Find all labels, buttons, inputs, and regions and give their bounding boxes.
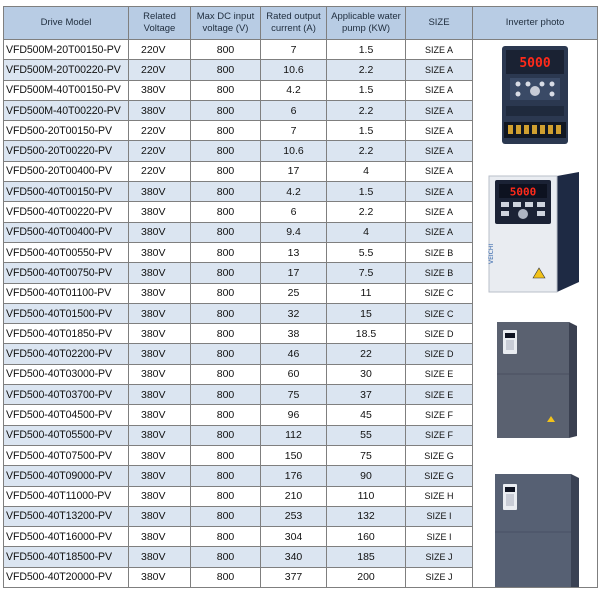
pump-cell: 1.5 bbox=[327, 80, 406, 100]
model-cell: VFD500-40T00400-PV bbox=[4, 222, 129, 242]
dc-input-cell: 800 bbox=[191, 121, 261, 141]
current-cell: 96 bbox=[261, 405, 327, 425]
voltage-cell: 380V bbox=[129, 547, 191, 567]
model-cell: VFD500-40T11000-PV bbox=[4, 486, 129, 506]
current-cell: 9.4 bbox=[261, 222, 327, 242]
dc-input-cell: 800 bbox=[191, 445, 261, 465]
current-cell: 340 bbox=[261, 547, 327, 567]
header-dc-input: Max DC input voltage (V) bbox=[191, 7, 261, 40]
dc-input-cell: 800 bbox=[191, 141, 261, 161]
dc-input-cell: 800 bbox=[191, 344, 261, 364]
size-cell: SIZE E bbox=[406, 385, 473, 405]
dc-input-cell: 800 bbox=[191, 527, 261, 547]
table-row bbox=[4, 40, 598, 60]
dc-input-cell: 800 bbox=[191, 60, 261, 80]
model-cell: VFD500M-20T00150-PV bbox=[4, 40, 129, 60]
current-cell: 6 bbox=[261, 100, 327, 120]
model-cell: VFD500-40T05500-PV bbox=[4, 425, 129, 445]
size-cell: SIZE A bbox=[406, 222, 473, 242]
voltage-cell: 380V bbox=[129, 283, 191, 303]
model-cell: VFD500-40T01100-PV bbox=[4, 283, 129, 303]
spec-table-container bbox=[3, 6, 597, 588]
model-cell: VFD500-40T03000-PV bbox=[4, 364, 129, 384]
size-cell: SIZE A bbox=[406, 202, 473, 222]
header-size: SIZE bbox=[406, 7, 473, 40]
pump-cell: 90 bbox=[327, 466, 406, 486]
pump-cell: 2.2 bbox=[327, 100, 406, 120]
model-cell: VFD500-40T20000-PV bbox=[4, 567, 129, 587]
pump-cell: 110 bbox=[327, 486, 406, 506]
header-current: Rated output current (A) bbox=[261, 7, 327, 40]
dc-input-cell: 800 bbox=[191, 80, 261, 100]
pump-cell: 5.5 bbox=[327, 242, 406, 262]
table-body bbox=[4, 40, 598, 588]
current-cell: 176 bbox=[261, 466, 327, 486]
voltage-cell: 380V bbox=[129, 486, 191, 506]
voltage-cell: 380V bbox=[129, 303, 191, 323]
size-cell: SIZE I bbox=[406, 506, 473, 526]
current-cell: 46 bbox=[261, 344, 327, 364]
model-cell: VFD500M-20T00220-PV bbox=[4, 60, 129, 80]
model-cell: VFD500-40T04500-PV bbox=[4, 405, 129, 425]
dc-input-cell: 800 bbox=[191, 161, 261, 181]
header-voltage: Related Voltage bbox=[129, 7, 191, 40]
voltage-cell: 380V bbox=[129, 567, 191, 587]
size-cell: SIZE A bbox=[406, 60, 473, 80]
current-cell: 6 bbox=[261, 202, 327, 222]
current-cell: 38 bbox=[261, 324, 327, 344]
dc-input-cell: 800 bbox=[191, 283, 261, 303]
model-cell: VFD500-20T00220-PV bbox=[4, 141, 129, 161]
pump-cell: 75 bbox=[327, 445, 406, 465]
voltage-cell: 380V bbox=[129, 263, 191, 283]
voltage-cell: 380V bbox=[129, 202, 191, 222]
size-cell: SIZE A bbox=[406, 121, 473, 141]
dc-input-cell: 800 bbox=[191, 405, 261, 425]
pump-cell: 185 bbox=[327, 547, 406, 567]
model-cell: VFD500-40T01850-PV bbox=[4, 324, 129, 344]
voltage-cell: 380V bbox=[129, 385, 191, 405]
model-cell: VFD500-40T00150-PV bbox=[4, 182, 129, 202]
pump-cell: 1.5 bbox=[327, 121, 406, 141]
pump-cell: 30 bbox=[327, 364, 406, 384]
voltage-cell: 380V bbox=[129, 182, 191, 202]
model-cell: VFD500-40T01500-PV bbox=[4, 303, 129, 323]
inverter-spec-table bbox=[3, 6, 598, 588]
voltage-cell: 380V bbox=[129, 445, 191, 465]
size-cell: SIZE C bbox=[406, 283, 473, 303]
large-inverter-photo bbox=[473, 318, 597, 442]
pump-cell: 4 bbox=[327, 161, 406, 181]
voltage-cell: 380V bbox=[129, 100, 191, 120]
dc-input-cell: 800 bbox=[191, 567, 261, 587]
voltage-cell: 380V bbox=[129, 324, 191, 344]
model-cell: VFD500-40T16000-PV bbox=[4, 527, 129, 547]
pump-cell: 1.5 bbox=[327, 182, 406, 202]
xl-inverter-photo bbox=[473, 470, 597, 588]
digital-display-text: 5000 bbox=[519, 56, 551, 71]
pump-cell: 160 bbox=[327, 527, 406, 547]
pump-cell: 37 bbox=[327, 385, 406, 405]
model-cell: VFD500M-40T00220-PV bbox=[4, 100, 129, 120]
model-cell: VFD500-40T00220-PV bbox=[4, 202, 129, 222]
current-cell: 10.6 bbox=[261, 141, 327, 161]
size-cell: SIZE I bbox=[406, 527, 473, 547]
size-cell: SIZE H bbox=[406, 486, 473, 506]
current-cell: 112 bbox=[261, 425, 327, 445]
current-cell: 75 bbox=[261, 385, 327, 405]
digital-display-text: 5000 bbox=[509, 185, 537, 199]
dc-input-cell: 800 bbox=[191, 506, 261, 526]
pump-cell: 18.5 bbox=[327, 324, 406, 344]
dc-input-cell: 800 bbox=[191, 182, 261, 202]
pump-cell: 11 bbox=[327, 283, 406, 303]
size-cell: SIZE C bbox=[406, 303, 473, 323]
mid-inverter-photo bbox=[473, 170, 597, 296]
small-inverter-photo bbox=[473, 44, 597, 146]
pump-cell: 1.5 bbox=[327, 40, 406, 60]
pump-cell: 2.2 bbox=[327, 141, 406, 161]
pump-cell: 45 bbox=[327, 405, 406, 425]
current-cell: 17 bbox=[261, 263, 327, 283]
current-cell: 60 bbox=[261, 364, 327, 384]
dc-input-cell: 800 bbox=[191, 486, 261, 506]
model-cell: VFD500-40T00750-PV bbox=[4, 263, 129, 283]
pump-cell: 200 bbox=[327, 567, 406, 587]
header-row bbox=[4, 7, 598, 40]
pump-cell: 132 bbox=[327, 506, 406, 526]
dc-input-cell: 800 bbox=[191, 324, 261, 344]
header-pump: Applicable water pump (KW) bbox=[327, 7, 406, 40]
voltage-cell: 380V bbox=[129, 405, 191, 425]
size-cell: SIZE B bbox=[406, 263, 473, 283]
dc-input-cell: 800 bbox=[191, 385, 261, 405]
current-cell: 304 bbox=[261, 527, 327, 547]
dc-input-cell: 800 bbox=[191, 222, 261, 242]
current-cell: 4.2 bbox=[261, 80, 327, 100]
model-cell: VFD500-40T09000-PV bbox=[4, 466, 129, 486]
size-cell: SIZE A bbox=[406, 182, 473, 202]
size-cell: SIZE A bbox=[406, 161, 473, 181]
size-cell: SIZE B bbox=[406, 242, 473, 262]
model-cell: VFD500-40T03700-PV bbox=[4, 385, 129, 405]
model-cell: VFD500-40T13200-PV bbox=[4, 506, 129, 526]
size-cell: SIZE J bbox=[406, 547, 473, 567]
dc-input-cell: 800 bbox=[191, 547, 261, 567]
size-cell: SIZE F bbox=[406, 405, 473, 425]
model-cell: VFD500-40T07500-PV bbox=[4, 445, 129, 465]
current-cell: 4.2 bbox=[261, 182, 327, 202]
current-cell: 25 bbox=[261, 283, 327, 303]
model-cell: VFD500-40T18500-PV bbox=[4, 547, 129, 567]
voltage-cell: 220V bbox=[129, 60, 191, 80]
voltage-cell: 380V bbox=[129, 222, 191, 242]
pump-cell: 2.2 bbox=[327, 202, 406, 222]
size-cell: SIZE D bbox=[406, 324, 473, 344]
dc-input-cell: 800 bbox=[191, 425, 261, 445]
dc-input-cell: 800 bbox=[191, 40, 261, 60]
voltage-cell: 380V bbox=[129, 425, 191, 445]
size-cell: SIZE A bbox=[406, 80, 473, 100]
dc-input-cell: 800 bbox=[191, 303, 261, 323]
voltage-cell: 380V bbox=[129, 80, 191, 100]
header-drive-model: Drive Model bbox=[4, 7, 129, 40]
voltage-cell: 380V bbox=[129, 364, 191, 384]
current-cell: 210 bbox=[261, 486, 327, 506]
svg-text:VEICHI: VEICHI bbox=[488, 243, 495, 264]
size-cell: SIZE G bbox=[406, 466, 473, 486]
dc-input-cell: 800 bbox=[191, 364, 261, 384]
model-cell: VFD500-20T00150-PV bbox=[4, 121, 129, 141]
pump-cell: 7.5 bbox=[327, 263, 406, 283]
voltage-cell: 380V bbox=[129, 344, 191, 364]
model-cell: VFD500-40T00550-PV bbox=[4, 242, 129, 262]
pump-cell: 55 bbox=[327, 425, 406, 445]
current-cell: 17 bbox=[261, 161, 327, 181]
size-cell: SIZE A bbox=[406, 100, 473, 120]
pump-cell: 15 bbox=[327, 303, 406, 323]
current-cell: 10.6 bbox=[261, 60, 327, 80]
current-cell: 13 bbox=[261, 242, 327, 262]
pump-cell: 4 bbox=[327, 222, 406, 242]
current-cell: 32 bbox=[261, 303, 327, 323]
current-cell: 7 bbox=[261, 40, 327, 60]
dc-input-cell: 800 bbox=[191, 263, 261, 283]
size-cell: SIZE F bbox=[406, 425, 473, 445]
voltage-cell: 220V bbox=[129, 141, 191, 161]
header-photo: Inverter photo bbox=[473, 7, 598, 40]
voltage-cell: 380V bbox=[129, 466, 191, 486]
pump-cell: 22 bbox=[327, 344, 406, 364]
dc-input-cell: 800 bbox=[191, 202, 261, 222]
size-cell: SIZE E bbox=[406, 364, 473, 384]
pump-cell: 2.2 bbox=[327, 60, 406, 80]
voltage-cell: 380V bbox=[129, 242, 191, 262]
current-cell: 150 bbox=[261, 445, 327, 465]
current-cell: 377 bbox=[261, 567, 327, 587]
voltage-cell: 220V bbox=[129, 121, 191, 141]
inverter-photo-column bbox=[473, 40, 598, 588]
size-cell: SIZE G bbox=[406, 445, 473, 465]
dc-input-cell: 800 bbox=[191, 100, 261, 120]
size-cell: SIZE J bbox=[406, 567, 473, 587]
size-cell: SIZE A bbox=[406, 141, 473, 161]
current-cell: 7 bbox=[261, 121, 327, 141]
size-cell: SIZE D bbox=[406, 344, 473, 364]
current-cell: 253 bbox=[261, 506, 327, 526]
dc-input-cell: 800 bbox=[191, 242, 261, 262]
model-cell: VFD500-20T00400-PV bbox=[4, 161, 129, 181]
model-cell: VFD500-40T02200-PV bbox=[4, 344, 129, 364]
voltage-cell: 380V bbox=[129, 527, 191, 547]
model-cell: VFD500M-40T00150-PV bbox=[4, 80, 129, 100]
voltage-cell: 220V bbox=[129, 40, 191, 60]
size-cell: SIZE A bbox=[406, 40, 473, 60]
voltage-cell: 380V bbox=[129, 506, 191, 526]
dc-input-cell: 800 bbox=[191, 466, 261, 486]
voltage-cell: 220V bbox=[129, 161, 191, 181]
